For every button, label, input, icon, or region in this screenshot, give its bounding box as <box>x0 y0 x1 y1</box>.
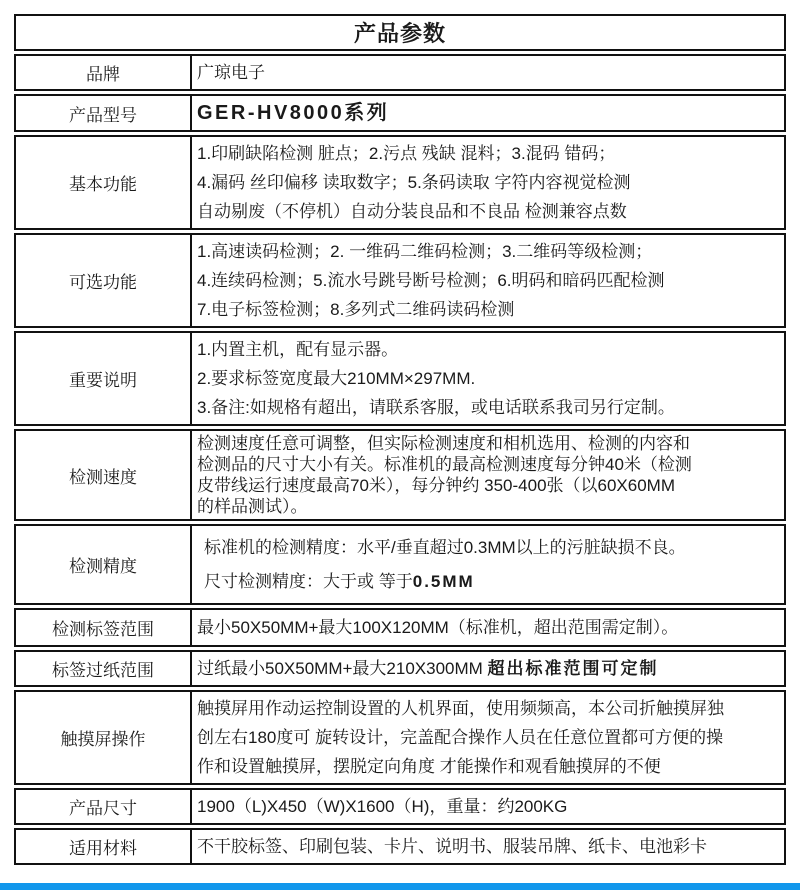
row-value-line: 自动剔废（不停机）自动分装良品和不良品 检测兼容点数 <box>197 202 627 221</box>
table-row <box>14 650 786 687</box>
table-row <box>14 54 786 91</box>
row-value <box>192 610 784 645</box>
row-value-line: 作和设置触摸屏，摆脱定向角度 才能操作和观看触摸屏的不便 <box>197 757 661 776</box>
table-row <box>14 524 786 605</box>
row-value-line: 检测品的尺寸大小有关。标准机的最高检测速度每分钟40米（检测 <box>197 455 692 474</box>
row-value-line: 4.连续码检测；5.流水号跳号断号检测；6.明码和暗码匹配检测 <box>197 271 665 290</box>
row-value <box>192 333 784 424</box>
row-value-line: 创左右180度可 旋转设计，完盖配合操作人员在任意位置都可方便的操 <box>197 728 724 747</box>
row-value-line: 不干胶标签、印刷包装、卡片、说明书、服装吊牌、纸卡、电池彩卡 <box>197 837 707 856</box>
table-row <box>14 788 786 825</box>
row-label: 触摸屏操作 <box>16 692 192 783</box>
table-row <box>14 608 786 647</box>
row-value <box>192 652 784 685</box>
row-value-line: 广琼电子 <box>197 63 265 82</box>
row-value <box>192 526 784 603</box>
row-value-line: 1.内置主机，配有显示器。 <box>197 340 399 359</box>
row-value-line: 过纸最小50X50MM+最大210X300MM 超出标准范围可定制 <box>197 659 659 678</box>
table-title-text: 产品参数 <box>353 21 446 46</box>
table-row <box>14 135 786 230</box>
table-row <box>14 331 786 426</box>
bottom-accent-bar <box>0 883 800 890</box>
row-value-line: 尺寸检测精度：大于或 等于0.5MM <box>204 571 475 591</box>
row-value-line: 标准机的检测精度：水平/垂直超过0.3MM以上的污脏缺损不良。 <box>204 537 686 557</box>
row-value <box>192 692 784 783</box>
row-value-line: 3.备注:如规格有超出，请联系客服，或电话联系我司另行定制。 <box>197 398 675 417</box>
table-row <box>14 828 786 865</box>
row-label: 检测速度 <box>16 431 192 519</box>
row-value-line: GER-HV8000系列 <box>197 102 390 124</box>
table-body <box>14 54 786 865</box>
product-spec-table <box>14 14 786 868</box>
row-value <box>192 790 784 823</box>
row-value-line: 最小50X50MM+最大100X120MM（标准机，超出范围需定制）。 <box>197 618 679 637</box>
row-label: 重要说明 <box>16 333 192 424</box>
row-value <box>192 96 784 130</box>
row-label: 检测标签范围 <box>16 610 192 645</box>
row-label: 产品尺寸 <box>16 790 192 823</box>
row-label: 标签过纸范围 <box>16 652 192 685</box>
row-value-line: 1.印刷缺陷检测 脏点；2.污点 残缺 混料；3.混码 错码； <box>197 144 616 163</box>
row-value-line: 2.要求标签宽度最大210MM×297MM. <box>197 369 476 388</box>
row-label: 产品型号 <box>16 96 192 130</box>
row-value-line: 4.漏码 丝印偏移 读取数字；5.条码读取 字符内容视觉检测 <box>197 173 631 192</box>
table-title <box>14 14 786 51</box>
row-value-line: 触摸屏用作动运控制设置的人机界面，使用频频高，本公司折触摸屏独 <box>197 699 724 718</box>
row-value-line: 检测速度任意可调整，但实际检测速度和相机选用、检测的内容和 <box>197 434 690 453</box>
table-row <box>14 429 786 521</box>
row-label: 适用材料 <box>16 830 192 863</box>
row-value <box>192 431 784 519</box>
row-label: 可选功能 <box>16 235 192 326</box>
row-value <box>192 56 784 89</box>
row-value-line: 1900（L)X450（W)X1600（H)，重量：约200KG <box>197 797 568 816</box>
table-row <box>14 233 786 328</box>
row-value-line: 1.高速读码检测；2. 一维码二维码检测；3.二维码等级检测； <box>197 242 653 261</box>
table-row <box>14 94 786 132</box>
row-label: 检测精度 <box>16 526 192 603</box>
row-value-line: 的样品测试）。 <box>197 497 308 516</box>
row-value <box>192 137 784 228</box>
row-value <box>192 235 784 326</box>
row-value-line: 皮带线运行速度最高70米），每分钟约 350-400张（以60X60MM <box>197 476 675 495</box>
row-value-line: 7.电子标签检测；8.多列式二维码读码检测 <box>197 300 515 319</box>
row-value <box>192 830 784 863</box>
row-label: 基本功能 <box>16 137 192 228</box>
row-label: 品牌 <box>16 56 192 89</box>
table-row <box>14 690 786 785</box>
